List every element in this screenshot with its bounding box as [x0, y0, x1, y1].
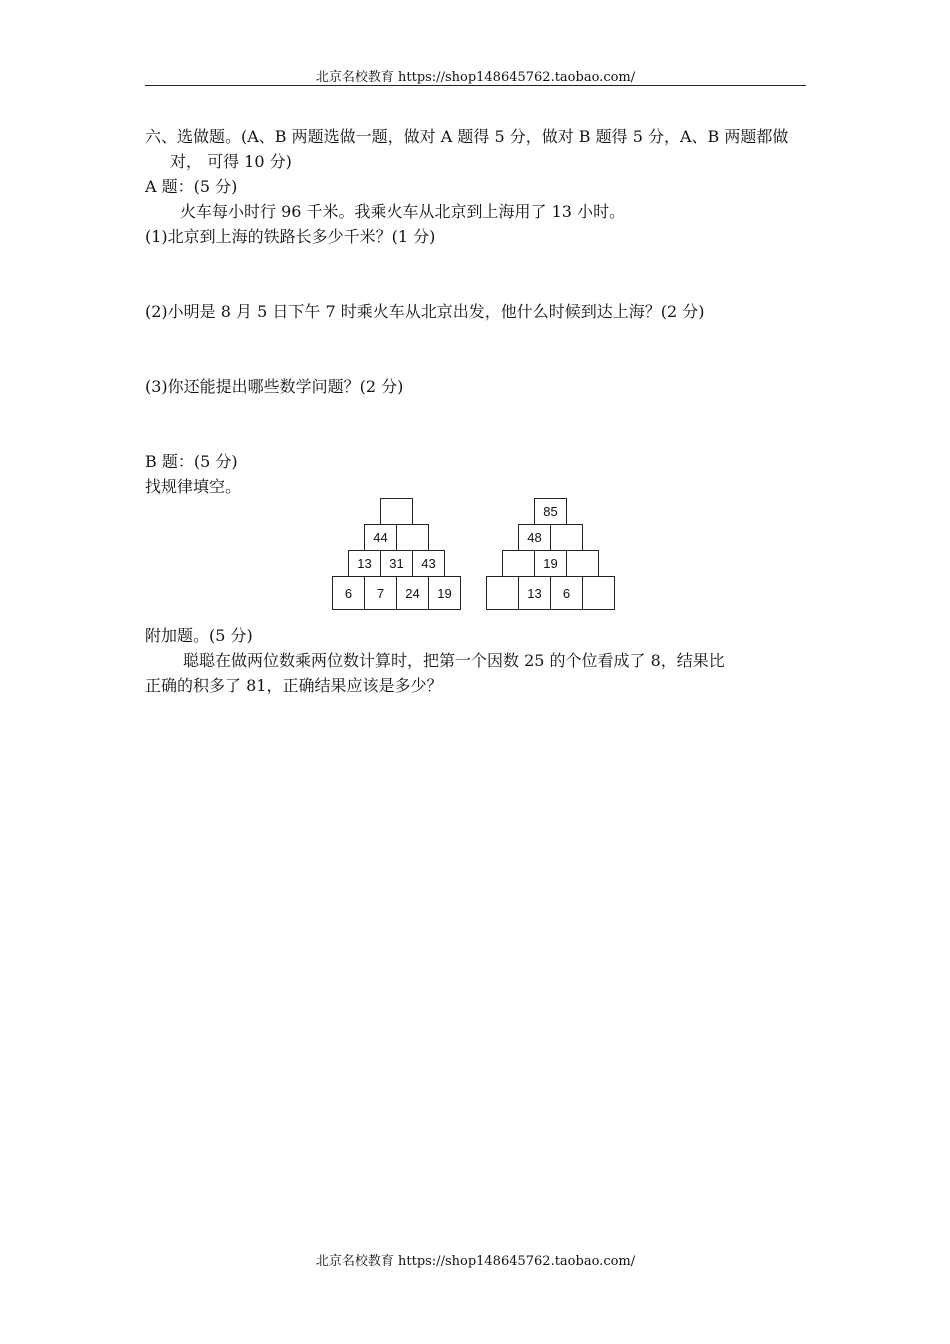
bonus-question-line-2: 正确的积多了 81，正确结果应该是多少？ [145, 676, 443, 695]
bonus-label: 附加题。(5 分) [145, 626, 253, 645]
pyramid-cell: 19 [534, 550, 567, 577]
problem-b-label: B 题：(5 分) [145, 452, 238, 471]
pyramid-cell [502, 550, 535, 577]
section-six-title: 六、选做题。(A、B 两题选做一题，做对 A 题得 5 分，做对 B 题得 5 分，A、B 两题都做 [145, 127, 789, 146]
pyramid-cell: 85 [534, 498, 567, 525]
pyramid-cell: 7 [364, 576, 397, 610]
page-footer: 北京名校教育 https://shop148645762.taobao.com/ [315, 1254, 636, 1269]
problem-a-question-3: (3)你还能提出哪些数学问题？(2 分) [145, 377, 404, 396]
bonus-question-line-1: 聪聪在做两位数乘两位数计算时，把第一个因数 25 的个位看成了 8，结果比 [183, 651, 725, 670]
pyramid-cell: 48 [518, 524, 551, 551]
pyramid-cell: 43 [412, 550, 445, 577]
section-six-title-cont: 对， 可得 10 分) [170, 152, 292, 171]
pyramid-cell [380, 498, 413, 525]
problem-a-question-1: (1)北京到上海的铁路长多少千米？(1 分) [145, 227, 436, 246]
pyramid-cell: 13 [518, 576, 551, 610]
pyramid-cell: 6 [332, 576, 365, 610]
pyramid-cell: 44 [364, 524, 397, 551]
pyramid-cell [396, 524, 429, 551]
pyramid-cell [486, 576, 519, 610]
problem-b-instruction: 找规律填空。 [145, 477, 242, 496]
pyramid-cell [566, 550, 599, 577]
problem-a-label: A 题：(5 分) [145, 177, 238, 196]
pyramid-cell: 6 [550, 576, 583, 610]
header-rule [145, 85, 806, 86]
pyramid-cell: 31 [380, 550, 413, 577]
problem-a-question-2: (2)小明是 8 月 5 日下午 7 时乘火车从北京出发，他什么时候到达上海？(2 分) [145, 302, 705, 321]
pyramid-cell [582, 576, 615, 610]
problem-a-statement: 火车每小时行 96 千米。我乘火车从北京到上海用了 13 小时。 [180, 202, 626, 221]
pyramid-cell: 13 [348, 550, 381, 577]
page-header: 北京名校教育 https://shop148645762.taobao.com/ [315, 70, 636, 85]
pyramid-cell: 19 [428, 576, 461, 610]
pyramid-cell: 24 [396, 576, 429, 610]
pyramid-cell [550, 524, 583, 551]
